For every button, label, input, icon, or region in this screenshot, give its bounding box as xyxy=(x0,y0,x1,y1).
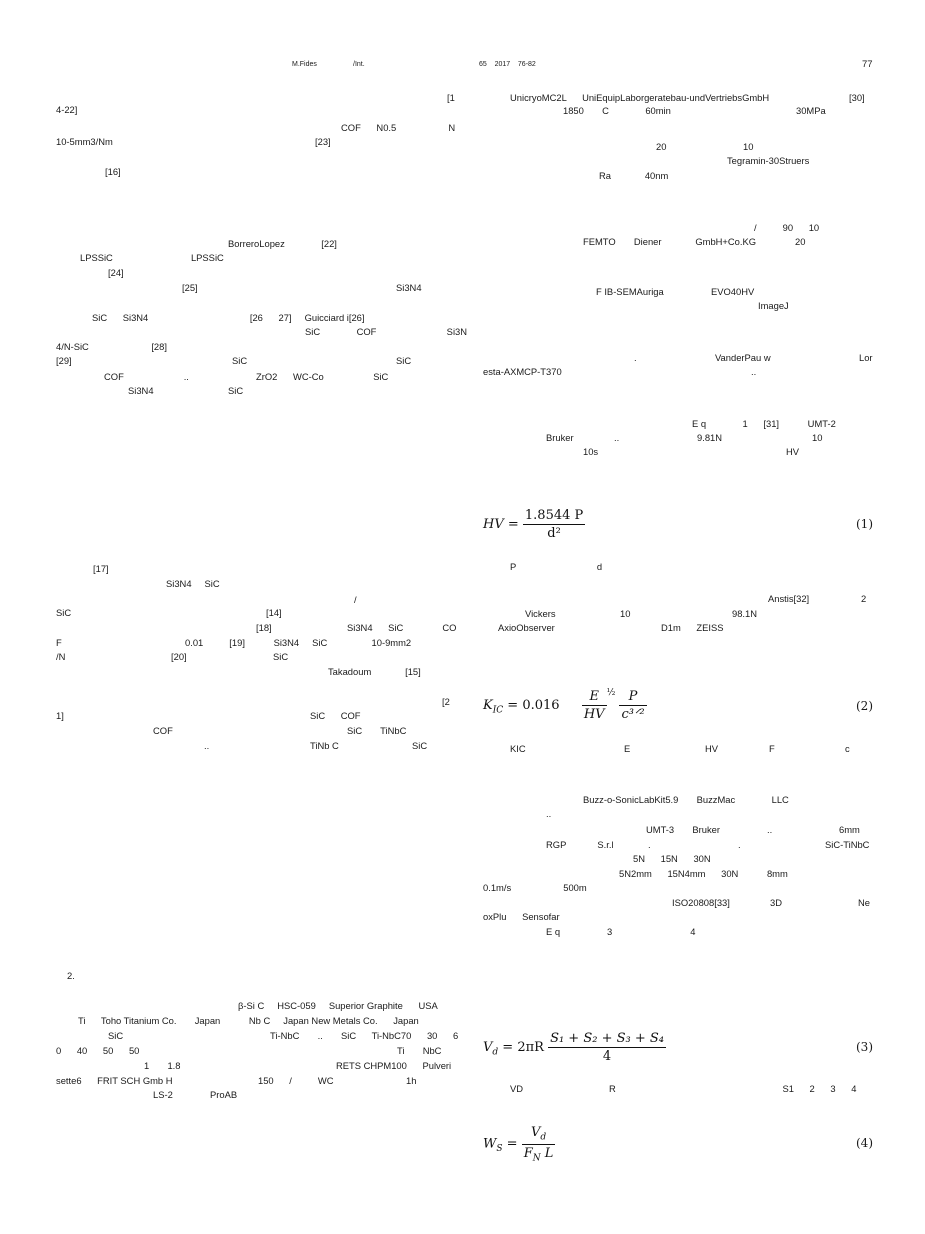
equation-2 xyxy=(483,688,647,722)
text-line: HV xyxy=(786,446,800,457)
text-line: EVO40HV xyxy=(711,286,755,297)
eq4-den-sub: N xyxy=(532,1153,541,1164)
eq3-lhs-sub: d xyxy=(492,1047,499,1058)
text-line: 3D xyxy=(770,897,782,908)
text-line: Si3N4 xyxy=(396,282,422,293)
eq1-lhs: HV = xyxy=(483,517,523,532)
text-line: ZrO2 WC-Co SiC xyxy=(256,371,389,382)
text-line: SiC-TiNbC xyxy=(825,839,870,850)
section-number: 2. xyxy=(67,970,75,981)
text-line: F xyxy=(769,743,775,754)
text-line: P d xyxy=(510,561,603,572)
text-line: COF N0.5 N xyxy=(341,122,456,133)
text-line: / 90 10 xyxy=(754,222,820,233)
text-line: RGP S.r.l xyxy=(546,839,614,850)
text-line: SiC xyxy=(108,1030,124,1041)
text-line: 4/N-SiC [28] xyxy=(56,341,167,352)
text-line: 0.1m/s 500m xyxy=(483,882,587,893)
text-line: 10-5mm3/Nm xyxy=(56,136,113,147)
header-journal: /Int. xyxy=(353,61,365,68)
text-line: KIC xyxy=(510,743,526,754)
text-line: . xyxy=(648,839,651,850)
text-line: oxPlu Sensofar xyxy=(483,911,560,922)
text-line: SiC xyxy=(412,740,428,751)
eq2-f2-num: P xyxy=(628,689,638,704)
text-line: SiC xyxy=(228,385,244,396)
text-line: 1 1.8 xyxy=(144,1060,181,1071)
text-line: UnicryoMC2L UniEquipLaborgeratebau-undVertriebsGmbH xyxy=(510,92,770,103)
eq4-num-sub: d xyxy=(540,1132,547,1143)
eq3-lhs: V xyxy=(483,1040,493,1055)
text-line: Ne xyxy=(858,897,870,908)
text-line: [30] xyxy=(849,92,865,103)
text-line: [24] xyxy=(108,267,124,278)
eq1-fraction xyxy=(523,508,585,541)
text-line: 1] xyxy=(56,710,64,721)
eq4-equals: = xyxy=(502,1136,522,1152)
text-line: 10 xyxy=(743,141,754,152)
text-line: 98.1N xyxy=(732,608,758,619)
equation-3-label: (3) xyxy=(856,1040,873,1054)
text-line: VanderPau w xyxy=(715,352,771,363)
eq3-coefficient: = 2πR xyxy=(498,1040,544,1055)
text-line: Si3N4 SiC xyxy=(166,578,220,589)
text-line: SiC Si3N4 [26 27] Guicciard i[26] xyxy=(92,312,365,323)
text-line: F xyxy=(56,637,62,648)
text-line: SiC xyxy=(232,355,248,366)
text-line: 10s xyxy=(583,446,599,457)
eq2-fraction-2 xyxy=(619,689,646,722)
text-line: LS-2 xyxy=(153,1089,173,1100)
text-line: F IB-SEMAuriga xyxy=(596,286,664,297)
text-line: .. xyxy=(767,824,773,835)
text-line: Ti-NbC .. SiC Ti-NbC70 30 6 xyxy=(270,1030,459,1041)
eq2-exponent: ½ xyxy=(606,688,616,698)
text-line: 30MPa xyxy=(796,105,826,116)
text-line: Ti NbC xyxy=(397,1045,442,1056)
text-line: TiNb C xyxy=(310,740,339,751)
eq2-lhs: K xyxy=(483,698,493,713)
text-line: COF xyxy=(153,725,173,736)
text-line: 6mm xyxy=(839,824,860,835)
text-line: Bruker xyxy=(546,432,574,443)
eq3-denominator: 4 xyxy=(602,1049,612,1064)
text-line: 20 xyxy=(656,141,667,152)
text-line: . xyxy=(634,352,637,363)
text-line: /N xyxy=(56,651,66,662)
text-line: [14] xyxy=(266,607,282,618)
text-line: FEMTO Diener GmbH+Co.KG xyxy=(583,236,757,247)
text-line: 0 40 50 50 xyxy=(56,1045,140,1056)
text-line: Si3N4 xyxy=(128,385,154,396)
text-line: [16] xyxy=(105,166,121,177)
text-line: 9.81N xyxy=(697,432,723,443)
text-line: .. xyxy=(614,432,620,443)
header-author: M.Fides xyxy=(292,61,317,68)
text-line: E xyxy=(624,743,631,754)
text-line: [20] xyxy=(171,651,187,662)
eq1-numerator: 1.8544 P xyxy=(524,508,584,523)
eq4-lhs-sub: S xyxy=(496,1144,503,1155)
text-line: ImageJ xyxy=(758,300,789,311)
text-line: UMT-3 Bruker xyxy=(646,824,720,835)
text-line: Ra 40nm xyxy=(599,170,669,181)
text-line: esta-AXMCP-T370 xyxy=(483,366,562,377)
text-line: Tegramin-30Struers xyxy=(727,155,810,166)
text-line: Si3N4 SiC CO xyxy=(347,622,457,633)
eq1-denominator: d² xyxy=(547,526,561,541)
eq2-lhs-sub: IC xyxy=(492,705,504,716)
text-line: ProAB xyxy=(210,1089,238,1100)
text-line: .. xyxy=(546,808,552,819)
eq2-f2-den: c³ᐟ² xyxy=(621,707,645,722)
text-line: Ti Toho Titanium Co. Japan Nb C Japan New Metals Co. Japan xyxy=(78,1015,419,1026)
text-line: [2 xyxy=(442,696,450,707)
eq4-denominator: F xyxy=(523,1145,533,1161)
text-line: Anstis[32] xyxy=(768,593,810,604)
text-line: ISO20808[33] xyxy=(672,897,730,908)
text-line: VD R S1 2 3 4 xyxy=(510,1083,857,1094)
text-line: [18] xyxy=(256,622,272,633)
equation-1 xyxy=(483,508,585,541)
text-line: AxioObserver xyxy=(498,622,555,633)
text-line: 1h xyxy=(406,1075,417,1086)
text-line: c xyxy=(845,743,850,754)
text-line: 10 xyxy=(620,608,631,619)
text-line: [29] xyxy=(56,355,72,366)
text-line: Vickers xyxy=(525,608,556,619)
text-line: / xyxy=(354,594,357,605)
text-line: SiC COF Si3N xyxy=(305,326,468,337)
header-volume: 65 2017 76-82 xyxy=(479,61,536,68)
eq4-lhs: W xyxy=(483,1136,497,1152)
eq4-fraction xyxy=(522,1125,556,1163)
text-line: [1 xyxy=(447,92,455,103)
text-line: RETS CHPM100 Pulveri xyxy=(336,1060,452,1071)
page-number: 77 xyxy=(862,59,873,70)
text-line: .. xyxy=(204,740,210,751)
eq4-den-tail: L xyxy=(540,1145,554,1161)
text-line: sette6 FRIT SCH Gmb H xyxy=(56,1075,173,1086)
text-line: 1850 C 60min xyxy=(563,105,671,116)
equation-3 xyxy=(483,1031,666,1064)
text-line: COF .. xyxy=(104,371,189,382)
text-line: SiC xyxy=(396,355,412,366)
text-line: Buzz-o-SonicLabKit5.9 BuzzMac LLC xyxy=(583,794,789,805)
text-line: 20 xyxy=(795,236,806,247)
text-line: Lor xyxy=(859,352,873,363)
text-line: BorreroLopez [22] xyxy=(228,238,337,249)
text-line: E q 3 4 xyxy=(546,926,696,937)
equation-2-label: (2) xyxy=(856,699,873,713)
equation-4-label: (4) xyxy=(856,1136,873,1150)
eq2-coefficient: = 0.016 xyxy=(503,698,560,713)
text-line: [23] xyxy=(315,136,331,147)
text-line: 0.01 [19] Si3N4 SiC 10-9mm2 xyxy=(185,637,412,648)
text-line: 5N2mm 15N4mm 30N 8mm xyxy=(619,868,788,879)
text-line: [25] xyxy=(182,282,198,293)
eq2-fraction-1 xyxy=(582,689,607,722)
equation-1-label: (1) xyxy=(856,517,873,531)
text-line: [17] xyxy=(93,563,109,574)
text-line: SiC xyxy=(273,651,289,662)
text-line: 150 / WC xyxy=(258,1075,334,1086)
eq4-numerator: V xyxy=(530,1125,541,1140)
text-line: β-Si C HSC-059 Superior Graphite USA xyxy=(238,1000,438,1011)
eq3-numerator: S₁ + S₂ + S₃ + S₄ xyxy=(550,1031,665,1046)
text-line: HV xyxy=(705,743,719,754)
text-line: SiC TiNbC xyxy=(347,725,407,736)
eq3-fraction xyxy=(548,1031,666,1064)
text-line: 5N 15N 30N xyxy=(633,853,711,864)
text-line: . xyxy=(738,839,741,850)
text-line: 2 xyxy=(861,593,867,604)
text-line: E q 1 [31] UMT-2 xyxy=(692,418,836,429)
text-line: .. xyxy=(751,366,757,377)
text-line: SiC xyxy=(56,607,72,618)
eq2-f1-num: E xyxy=(589,689,599,704)
eq2-f1-den: HV xyxy=(583,707,605,722)
text-line: Takadoum [15] xyxy=(328,666,421,677)
text-line: 10 xyxy=(812,432,823,443)
text-line: SiC COF xyxy=(310,710,361,721)
equation-4 xyxy=(483,1125,555,1163)
text-line: LPSSiC LPSSiC xyxy=(80,252,224,263)
text-line: 4-22] xyxy=(56,104,78,115)
text-line: D1m ZEISS xyxy=(661,622,724,633)
